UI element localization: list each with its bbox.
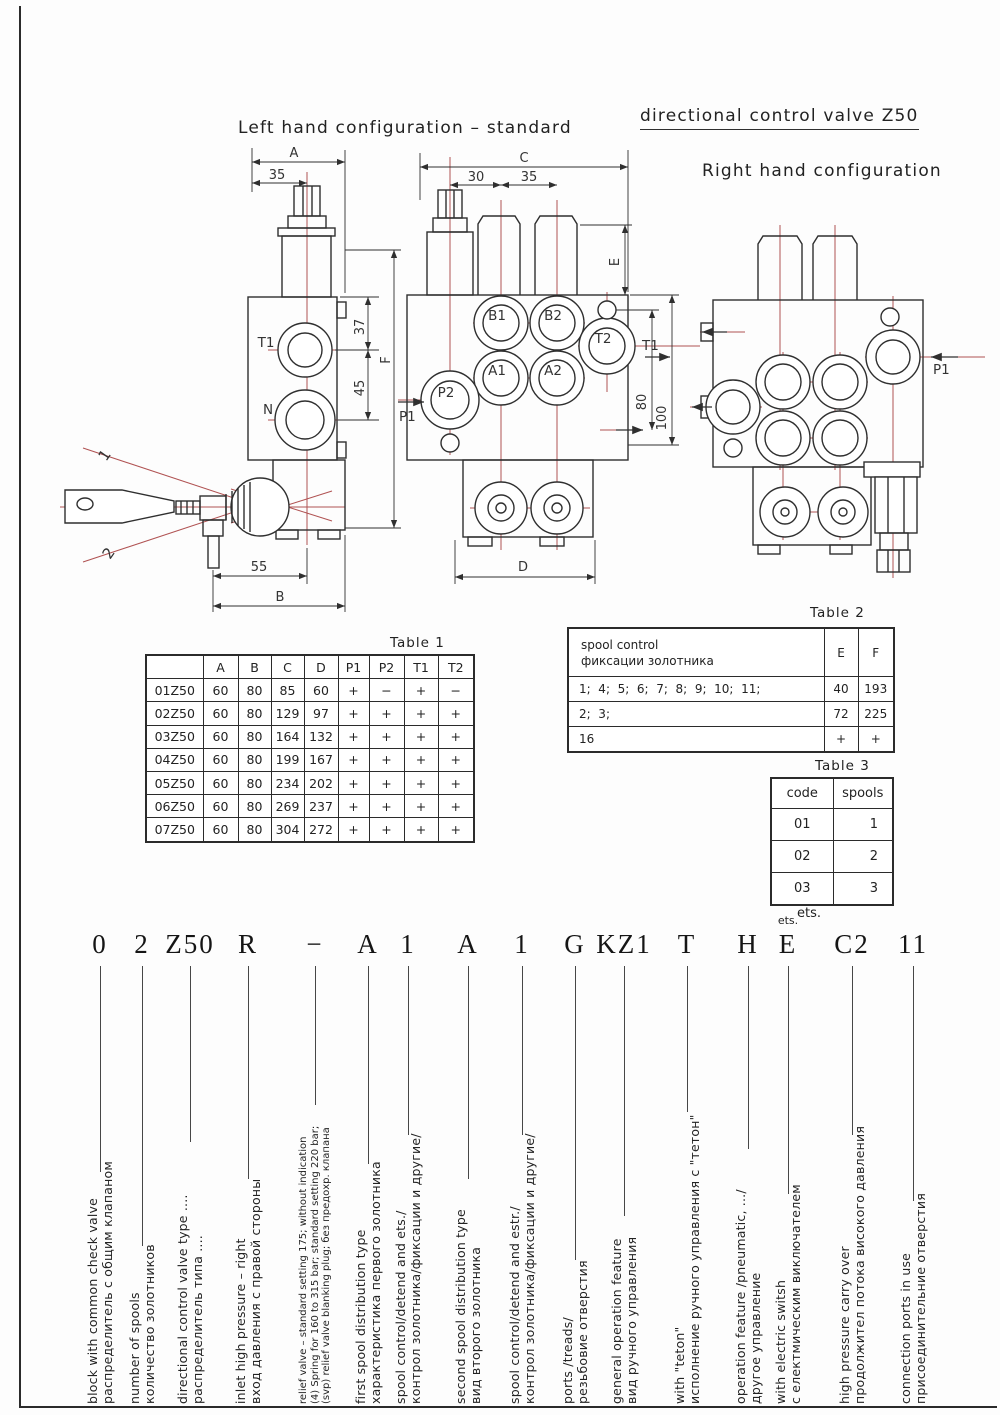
code-label-line: inlet high pressure – right: [233, 1238, 248, 1404]
table-cell: +: [404, 679, 438, 702]
ets-note: ets.: [777, 914, 799, 927]
code-label-line: распределитель типа ....: [190, 1235, 205, 1404]
table-cell: 272: [304, 818, 338, 842]
table-cell: 269: [271, 795, 304, 818]
table-cell: +: [404, 771, 438, 794]
table-3: [770, 777, 894, 906]
table-row: [568, 702, 894, 727]
code-label-line: вид ручного управления: [624, 1236, 639, 1404]
dim-30-label: 30: [467, 170, 485, 185]
table-cell: +: [338, 679, 369, 702]
port-a2-label: A2: [544, 363, 562, 379]
code-label: [507, 968, 537, 1404]
code-token: 11: [898, 929, 928, 959]
table-row: [146, 771, 474, 794]
code-label-line: контрол золотника/фиксации и другие/: [522, 1133, 537, 1404]
table-cell: +: [438, 702, 474, 725]
code-label-line: operation feature /pneumatic, .../: [733, 1189, 748, 1404]
code-token: Z50: [165, 929, 215, 959]
code-label: [898, 968, 928, 1404]
port-t1-label: T1: [257, 335, 275, 351]
table-cell: 2: [833, 841, 893, 873]
code-label-line: with electric switsh: [773, 1279, 788, 1404]
code-label: [353, 968, 383, 1404]
port-p1-right-label: P1: [933, 362, 950, 378]
column-header-f: F: [858, 628, 894, 677]
table-row: [146, 818, 474, 842]
code-token: R: [237, 929, 259, 959]
code-label-line: ports /treads/: [560, 1317, 575, 1404]
table-cell: 60: [304, 679, 338, 702]
table-cell: 80: [238, 795, 271, 818]
dim-37-label: 37: [353, 318, 368, 336]
table-cell: +: [369, 748, 404, 771]
column-header: A: [203, 655, 238, 679]
table-cell: +: [404, 795, 438, 818]
table-cell: 2; 3;: [568, 702, 824, 727]
table-cell: +: [404, 818, 438, 842]
code-token: KZ1: [596, 929, 652, 959]
dim-100-label: 100: [655, 405, 670, 431]
code-token: −: [306, 929, 324, 959]
code-label-line: с електмическим виключателем: [788, 1184, 803, 1404]
code-label-line: spool control/detend and estr./: [507, 1206, 522, 1404]
code-label-line: продолжител потока високого давления: [852, 1125, 867, 1404]
spool-control-ru: фиксации золотника: [581, 653, 714, 668]
column-header: T2: [438, 655, 474, 679]
code-label-line: first spool distribution type: [353, 1229, 368, 1404]
table-header-row: [771, 778, 893, 809]
column-header-e: E: [824, 628, 858, 677]
lever-pos1-label: 1: [94, 446, 115, 465]
code-label-line: block with common check valve: [85, 1197, 100, 1404]
table-cell: 234: [271, 771, 304, 794]
table-row: [771, 873, 893, 906]
code-label-line: relief valve – standard setting 175; without indication: [297, 1136, 309, 1404]
table-cell: +: [338, 795, 369, 818]
code-label-line: second spool distribution type: [453, 1209, 468, 1404]
table-cell: 225: [858, 702, 894, 727]
table-cell: 1; 4; 5; 6; 7; 8; 9; 10; 11;: [568, 677, 824, 702]
left-hand-drawing: [60, 146, 401, 612]
code-label-line: резьбовие отверстия: [575, 1260, 590, 1404]
dim-35b-label: 35: [520, 170, 538, 185]
table-cell: 80: [238, 748, 271, 771]
table-cell: 03Z50: [146, 725, 203, 748]
table-cell: 164: [271, 725, 304, 748]
code-label-line: directional control valve type ....: [175, 1194, 190, 1404]
dim-45-label: 45: [353, 379, 368, 397]
dim-55-label: 55: [250, 560, 268, 575]
table-row: [146, 679, 474, 702]
table-cell: 60: [203, 818, 238, 842]
code-label-line: (4) Spring for 160 to 315 bar; standard setting 220 bar;: [309, 1125, 321, 1404]
table-header-row: [568, 628, 894, 677]
dim-c-label: C: [519, 151, 529, 166]
code-label-line: характеристика первого золотника: [368, 1161, 383, 1404]
dim-35-label: 35: [268, 168, 286, 183]
table-cell: −: [369, 679, 404, 702]
table-cell: +: [404, 702, 438, 725]
table-cell: 60: [203, 748, 238, 771]
code-label-line: другое управление: [748, 1272, 763, 1404]
table-cell: 85: [271, 679, 304, 702]
table-cell: 97: [304, 702, 338, 725]
table-cell: 80: [238, 818, 271, 842]
column-header: P2: [369, 655, 404, 679]
table-cell: +: [338, 748, 369, 771]
code-label: [233, 968, 263, 1404]
table-cell: 04Z50: [146, 748, 203, 771]
table3-title: Table 3: [815, 758, 870, 774]
table-cell: 60: [203, 795, 238, 818]
table-cell: 199: [271, 748, 304, 771]
port-b2-label: B2: [544, 308, 562, 324]
table-cell: 02: [771, 841, 833, 873]
code-label: [733, 968, 763, 1404]
code-token: A: [357, 929, 379, 959]
table-cell: +: [438, 795, 474, 818]
table3-footer: ets.: [797, 906, 822, 921]
code-label: [560, 968, 590, 1404]
table-row: [568, 727, 894, 753]
table-row: [771, 841, 893, 873]
table-row: [146, 795, 474, 818]
code-token: T: [677, 929, 697, 959]
code-label: [298, 968, 333, 1404]
code-token: G: [564, 929, 586, 959]
table-cell: +: [369, 818, 404, 842]
dim-f-label: F: [379, 356, 394, 364]
code-label: [672, 968, 702, 1404]
table-cell: 60: [203, 679, 238, 702]
code-token: A: [457, 929, 479, 959]
code-label: [453, 968, 483, 1404]
column-header: P1: [338, 655, 369, 679]
table-cell: 07Z50: [146, 818, 203, 842]
table-cell: +: [438, 748, 474, 771]
code-label-line: присоединительние отверстия: [913, 1193, 928, 1404]
table-row: [771, 809, 893, 841]
table-cell: +: [338, 818, 369, 842]
code-token: H: [737, 929, 759, 959]
dim-d-label: D: [517, 560, 529, 575]
table-row: [568, 677, 894, 702]
column-header: B: [238, 655, 271, 679]
table-cell: 80: [238, 771, 271, 794]
dim-80-label: 80: [635, 393, 650, 411]
table-cell: 202: [304, 771, 338, 794]
table2-title: Table 2: [810, 605, 865, 621]
table-cell: −: [438, 679, 474, 702]
code-label: [609, 968, 639, 1404]
table-cell: +: [404, 748, 438, 771]
table-cell: +: [438, 725, 474, 748]
column-header: C: [271, 655, 304, 679]
table-cell: +: [338, 725, 369, 748]
code-label-line: контрол золотника/фиксации и другие/: [408, 1133, 423, 1404]
column-header: code: [771, 778, 833, 809]
table-cell: 06Z50: [146, 795, 203, 818]
lever-pos2-label: 2: [98, 544, 119, 563]
table-1: [145, 654, 475, 843]
code-token: 1: [400, 929, 416, 959]
table-cell: 167: [304, 748, 338, 771]
table-cell: +: [824, 727, 858, 753]
table-cell: 80: [238, 725, 271, 748]
port-n-label: N: [262, 402, 274, 418]
table-cell: +: [438, 771, 474, 794]
table-row: [146, 748, 474, 771]
code-token: 2: [134, 929, 150, 959]
code-label-line: вид второго золотника: [468, 1246, 483, 1404]
table-cell: 237: [304, 795, 338, 818]
code-label: [393, 968, 423, 1404]
table-cell: +: [369, 795, 404, 818]
code-label: [837, 968, 867, 1404]
dim-b-label: B: [275, 590, 285, 605]
table-row: [146, 725, 474, 748]
left-config-title: Left hand configuration – standard: [238, 118, 572, 138]
table-cell: 40: [824, 677, 858, 702]
dim-e-label: E: [608, 257, 623, 267]
table-cell: +: [338, 702, 369, 725]
table-cell: +: [338, 771, 369, 794]
spool-control-en: spool control: [581, 637, 659, 652]
code-label-line: исполнение ручного управления с "тетон": [687, 1114, 702, 1404]
table-cell: 132: [304, 725, 338, 748]
table-cell: 1: [833, 809, 893, 841]
doc-title: directional control valve Z50: [640, 106, 919, 130]
code-label-line: вход давления с правой стороны: [248, 1178, 263, 1404]
table-cell: 60: [203, 725, 238, 748]
table-cell: +: [858, 727, 894, 753]
port-a1-label: A1: [488, 363, 506, 379]
code-label: [127, 968, 157, 1404]
table-cell: +: [404, 725, 438, 748]
table-cell: 02Z50: [146, 702, 203, 725]
table-cell: 3: [833, 873, 893, 906]
code-label-line: general operation feature: [609, 1238, 624, 1404]
dim-a-label: A: [289, 146, 299, 161]
column-header: spools: [833, 778, 893, 809]
table-row: [146, 702, 474, 725]
table-cell: 80: [238, 679, 271, 702]
port-p2-label: P2: [437, 385, 455, 401]
table1-title: Table 1: [390, 635, 445, 651]
code-token: C2: [834, 929, 870, 959]
code-token: 1: [514, 929, 530, 959]
column-header: T1: [404, 655, 438, 679]
code-label-line: spool control/detend and ets./: [393, 1210, 408, 1404]
table-cell: 16: [568, 727, 824, 753]
table-cell: 01: [771, 809, 833, 841]
port-t1b-label: T1: [642, 338, 659, 354]
port-p1-label: P1: [399, 409, 416, 425]
code-label-line: распределитель с общим клапаном: [100, 1161, 115, 1404]
table-cell: +: [369, 771, 404, 794]
column-header: [568, 628, 824, 677]
table-cell: +: [438, 818, 474, 842]
code-label-line: with "teton": [672, 1326, 687, 1404]
table-cell: 05Z50: [146, 771, 203, 794]
table-cell: 72: [824, 702, 858, 727]
port-t2-label: T2: [594, 331, 612, 347]
code-label-line: (svp) relief valve blanking plug; без предохр. клапана: [320, 1127, 332, 1404]
table-cell: +: [369, 702, 404, 725]
code-label-line: connection ports in use: [898, 1252, 913, 1404]
right-config-title: Right hand configuration: [702, 161, 942, 181]
code-label: [773, 968, 803, 1404]
code-token: 0: [92, 929, 108, 959]
front-view-drawing: [398, 150, 700, 584]
table-cell: 60: [203, 771, 238, 794]
right-hand-drawing: [690, 225, 985, 578]
column-header: [146, 655, 203, 679]
code-label: [85, 968, 115, 1404]
code-label-line: high pressure carry over: [837, 1246, 852, 1404]
port-b1-label: B1: [488, 308, 506, 324]
column-header: D: [304, 655, 338, 679]
code-label: [175, 968, 205, 1404]
table-cell: 80: [238, 702, 271, 725]
table-cell: 304: [271, 818, 304, 842]
code-label-line: количество золотников: [142, 1244, 157, 1404]
table-cell: 129: [271, 702, 304, 725]
table-cell: +: [369, 725, 404, 748]
table-cell: 03: [771, 873, 833, 906]
table-cell: 01Z50: [146, 679, 203, 702]
table-2: [567, 627, 895, 753]
table-cell: 60: [203, 702, 238, 725]
code-label-line: number of spools: [127, 1292, 142, 1404]
table-cell: 193: [858, 677, 894, 702]
table-header-row: [146, 655, 474, 679]
code-token: E: [778, 929, 798, 959]
